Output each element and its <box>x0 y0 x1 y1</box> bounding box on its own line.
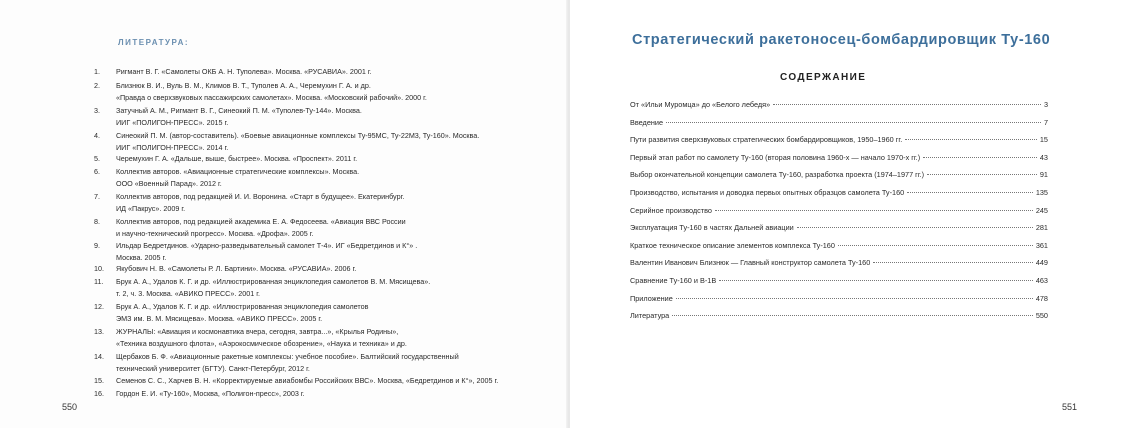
reference-line: Ильдар Бедретдинов. «Ударно-разведывательный самолет Т-4». ИГ «Бедретдинов и К°» . <box>116 241 418 250</box>
reference-line: Коллектив авторов, под редакцией И. И. Воронина. «Старт в будущее». Екатеринбург. <box>116 192 405 201</box>
toc-entry[interactable] <box>630 135 1048 147</box>
reference-number: 9. <box>94 241 100 250</box>
reference-text <box>116 351 459 374</box>
toc-entry[interactable] <box>630 276 1048 288</box>
page-number-left: 550 <box>62 402 78 412</box>
reference-number: 11. <box>94 277 104 286</box>
reference-text <box>116 130 479 153</box>
reference-line: Брук А. А., Удалов К. Г. и др. «Иллюстрированная энциклопедия самолетов В. М. Мясищева». <box>116 277 431 286</box>
toc-entry[interactable] <box>630 241 1048 253</box>
toc-entry-title: Сравнение Ту-160 и В-1В <box>630 276 717 285</box>
toc-entry[interactable] <box>630 223 1048 235</box>
toc-entry[interactable] <box>630 153 1048 165</box>
reference-line: и научно-технический прогресс». Москва. «Дрофа». 2005 г. <box>116 228 314 238</box>
reference-text <box>116 153 357 165</box>
reference-text <box>116 301 368 324</box>
reference-number: 16. <box>94 389 104 398</box>
reference-text <box>116 216 406 239</box>
toc-entry-title: Введение <box>630 118 664 127</box>
toc-leader-dots <box>666 122 1041 123</box>
reference-line: Затучный А. М., Ригмант В. Г., Синеокий П. М. «Туполев-Ту-144». Москва. <box>116 106 362 115</box>
reference-text <box>116 375 498 387</box>
reference-line: Якубович Н. В. «Самолеты Р. Л. Бартини». Москва. «РУСАВИА». 2006 г. <box>116 264 357 273</box>
reference-line: ЖУРНАЛЫ: «Авиация и космонавтика вчера, сегодня, завтра...», «Крылья Родины», <box>116 327 399 336</box>
toc-leader-dots <box>797 227 1033 228</box>
reference-number: 10. <box>94 264 104 273</box>
literature-heading: ЛИТЕРАТУРА: <box>118 38 190 47</box>
reference-line: технический университет (БГТУ). Санкт-Петербург, 2012 г. <box>116 363 310 373</box>
reference-line: Гордон Е. И. «Ту-160», Москва, «Полигон-пресс», 2003 г. <box>116 389 305 398</box>
reference-line: т. 2, ч. 3. Москва. «АВИКО ПРЕСС». 2001 г. <box>116 288 261 298</box>
reference-line: ИД «Пакрус». 2009 г. <box>116 203 186 213</box>
toc-leader-dots <box>672 315 1033 316</box>
reference-line: ООО «Военный Парад». 2012 г. <box>116 178 222 188</box>
toc-leader-dots <box>715 210 1033 211</box>
reference-number: 12. <box>94 302 104 311</box>
reference-number: 6. <box>94 167 100 176</box>
toc-entry-title: Первый этап работ по самолету Ту-160 (вторая половина 1960-х — начало 1970-х гг.) <box>630 153 921 162</box>
toc-entry[interactable] <box>630 294 1048 306</box>
reference-number: 7. <box>94 192 100 201</box>
toc-leader-dots <box>927 174 1037 175</box>
reference-line: Брук А. А., Удалов К. Г. и др. «Иллюстрированная энциклопедия самолетов <box>116 302 369 311</box>
toc-entry-title: Серийное производство <box>630 206 712 215</box>
reference-number: 4. <box>94 131 100 140</box>
toc-entry-page: 7 <box>1043 118 1048 127</box>
reference-text <box>116 166 359 189</box>
reference-line: «Правда о сверхзвуковых пассажирских самолетах». Москва. «Московский рабочий». 2000 г. <box>116 92 427 102</box>
toc-entry-page: 135 <box>1035 188 1048 197</box>
toc-entry-title: Краткое техническое описание элементов комплекса Ту-160 <box>630 241 835 250</box>
toc-entry-title: Эксплуатация Ту-160 в частях Дальней авиации <box>630 223 794 232</box>
reference-number: 1. <box>94 67 100 76</box>
toc-entry[interactable] <box>630 118 1048 130</box>
toc-entry-page: 281 <box>1035 223 1048 232</box>
toc-entry-title: Приложение <box>630 294 673 303</box>
reference-text <box>116 80 427 103</box>
reference-line: Семенов С. С., Харчев В. Н. «Корректируемые авиабомбы Российских ВВС». Москва, «Бедретдинов и К°», 2005 г. <box>116 376 499 385</box>
reference-number: 3. <box>94 106 100 115</box>
page-number-right: 551 <box>1062 402 1078 412</box>
left-page <box>0 0 568 428</box>
reference-line: Коллектив авторов. «Авиационные стратегические комплексы». Москва. <box>116 167 360 176</box>
reference-line: Близнюк В. И., Вуль В. М., Климов В. Т., Туполев А. А., Черемухин Г. А. и др. <box>116 81 371 90</box>
reference-line: Щербаков Б. Ф. «Авиационные ракетные комплексы: учебное пособие». Балтийский государственный <box>116 352 459 361</box>
toc-entry-title: Пути развития сверхзвуковых стратегических бомбардировщиков, 1950–1960 гг. <box>630 135 903 144</box>
toc-heading: СОДЕРЖАНИЕ <box>780 72 867 83</box>
toc-entry-page: 550 <box>1035 311 1048 320</box>
toc-entry[interactable] <box>630 100 1048 112</box>
toc-leader-dots <box>873 262 1033 263</box>
reference-line: «Техника воздушного флота», «Аэрокосмическое обозрение», «Наука и техника» и др. <box>116 338 407 348</box>
toc-entry-title: Литература <box>630 311 670 320</box>
toc-leader-dots <box>838 245 1033 246</box>
toc-entry-page: 15 <box>1039 135 1048 144</box>
reference-number: 14. <box>94 352 104 361</box>
toc-entry-page: 245 <box>1035 206 1048 215</box>
reference-text <box>116 105 362 128</box>
toc-entry[interactable] <box>630 311 1048 323</box>
toc-leader-dots <box>676 298 1033 299</box>
reference-number: 15. <box>94 376 104 385</box>
reference-text <box>116 388 305 400</box>
toc-leader-dots <box>905 139 1037 140</box>
reference-number: 13. <box>94 327 104 336</box>
toc-entry-page: 463 <box>1035 276 1048 285</box>
reference-line: ИИГ «ПОЛИГОН-ПРЕСС». 2015 г. <box>116 117 229 127</box>
toc-leader-dots <box>773 104 1041 105</box>
toc-entry-page: 3 <box>1043 100 1048 109</box>
toc-entry-page: 43 <box>1039 153 1048 162</box>
reference-line: Москва. 2005 г. <box>116 252 167 262</box>
reference-line: Синеокий П. М. (автор-составитель). «Боевые авиационные комплексы Ту-95МС, Ту-22М3, Ту-160». Москва. <box>116 131 480 140</box>
reference-line: Коллектив авторов, под редакцией академика Е. А. Федосеева. «Авиация ВВС России <box>116 217 406 226</box>
reference-number: 8. <box>94 217 100 226</box>
toc-entry-page: 361 <box>1035 241 1048 250</box>
toc-entry-page: 478 <box>1035 294 1048 303</box>
reference-text <box>116 263 356 275</box>
reference-line: Ригмант В. Г. «Самолеты ОКБ А. Н. Туполева». Москва. «РУСАВИА». 2001 г. <box>116 67 372 76</box>
toc-leader-dots <box>719 280 1033 281</box>
toc-leader-dots <box>923 157 1037 158</box>
toc-entry-title: Валентин Иванович Близнюк — Главный конструктор самолета Ту-160 <box>630 258 871 267</box>
toc-entry-page: 449 <box>1035 258 1048 267</box>
toc-entry[interactable] <box>630 206 1048 218</box>
toc-leader-dots <box>907 192 1033 193</box>
toc-entry-title: Производство, испытания и доводка первых опытных образцов самолета Ту-160 <box>630 188 905 197</box>
book-title: Стратегический ракетоносец-бомбардировщик Ту-160 <box>632 32 1051 48</box>
reference-line: ЭМЗ им. В. М. Мясищева». Москва. «АВИКО ПРЕСС». 2005 г. <box>116 313 323 323</box>
toc-entry[interactable] <box>630 188 1048 200</box>
reference-number: 5. <box>94 154 100 163</box>
reference-line: ИИГ «ПОЛИГОН-ПРЕСС». 2014 г. <box>116 142 229 152</box>
toc-entry-title: Выбор окончательной концепции самолета Ту-160, разработка проекта (1974–1977 гг.) <box>630 170 925 179</box>
reference-text <box>116 240 417 263</box>
reference-text <box>116 191 404 214</box>
toc-entry-title: От «Ильи Муромца» до «Белого лебедя» <box>630 100 771 109</box>
toc-entry[interactable] <box>630 258 1048 270</box>
reference-text <box>116 326 407 349</box>
reference-text <box>116 276 430 299</box>
toc-entry-page: 91 <box>1039 170 1048 179</box>
reference-text <box>116 66 372 78</box>
reference-line: Черемухин Г. А. «Дальше, выше, быстрее». Москва. «Проспект». 2011 г. <box>116 154 358 163</box>
toc-entry[interactable] <box>630 170 1048 182</box>
reference-number: 2. <box>94 81 100 90</box>
